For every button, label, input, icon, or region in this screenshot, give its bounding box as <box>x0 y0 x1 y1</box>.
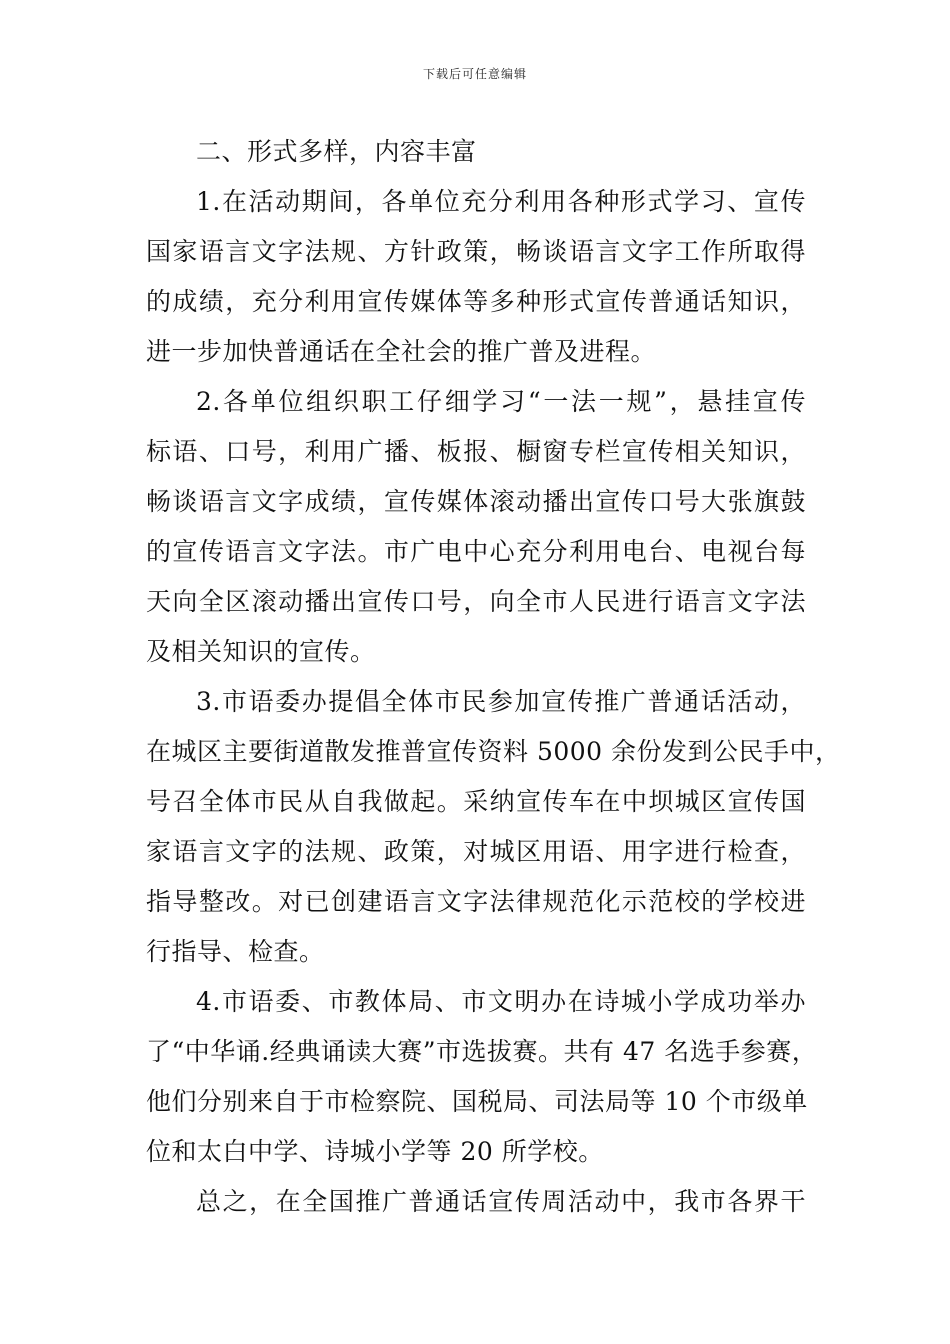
text-line: 国家语言文字法规、方针政策，畅谈语言文字工作所取得 <box>146 237 806 266</box>
text-line: 进一步加快普通话在全社会的推广普及进程。 <box>146 337 657 366</box>
text-line: 位和太白中学、诗城小学等 20 所学校。 <box>146 1137 604 1166</box>
text-line: 4.市语委、市教体局、市文明办在诗城小学成功举办 <box>196 987 806 1016</box>
text-line: 畅谈语言文字成绩，宣传媒体滚动播出宣传口号大张旗鼓 <box>146 487 806 516</box>
text-line: 的宣传语言文字法。市广电中心充分利用电台、电视台每 <box>146 537 806 566</box>
text-line: 标语、口号，利用广播、板报、橱窗专栏宣传相关知识， <box>146 437 806 466</box>
text-line: 及相关知识的宣传。 <box>146 637 376 666</box>
page-header-note: 下载后可任意编辑 <box>422 67 527 81</box>
text-line: 了“中华诵.经典诵读大赛”市选拔赛。共有 47 名选手参赛， <box>146 1037 818 1066</box>
text-line: 二、形式多样，内容丰富 <box>196 137 477 166</box>
document-body <box>146 127 841 1227</box>
text-line: 家语言文字的法规、政策，对城区用语、用字进行检查， <box>146 837 806 866</box>
text-line: 的成绩，充分利用宣传媒体等多种形式宣传普通话知识， <box>146 287 806 316</box>
text-line: 他们分别来自于市检察院、国税局、司法局等 10 个市级单 <box>146 1087 808 1116</box>
text-line: 3.市语委办提倡全体市民参加宣传推广普通话活动， <box>196 687 806 716</box>
text-line: 1.在活动期间，各单位充分利用各种形式学习、宣传 <box>196 187 806 216</box>
text-line: 在城区主要街道散发推普宣传资料 5000 余份发到公民手中， <box>146 737 841 766</box>
text-line: 指导整改。对已创建语言文字法律规范化示范校的学校进 <box>146 887 806 916</box>
text-line: 2.各单位组织职工仔细学习“一法一规”，悬挂宣传 <box>196 387 806 416</box>
text-line: 天向全区滚动播出宣传口号，向全市人民进行语言文字法 <box>146 587 806 616</box>
text-line: 总之，在全国推广普通话宣传周活动中，我市各界干 <box>196 1187 806 1216</box>
text-line: 行指导、检查。 <box>146 937 325 966</box>
text-line: 号召全体市民从自我做起。采纳宣传车在中坝城区宣传国 <box>146 787 806 816</box>
